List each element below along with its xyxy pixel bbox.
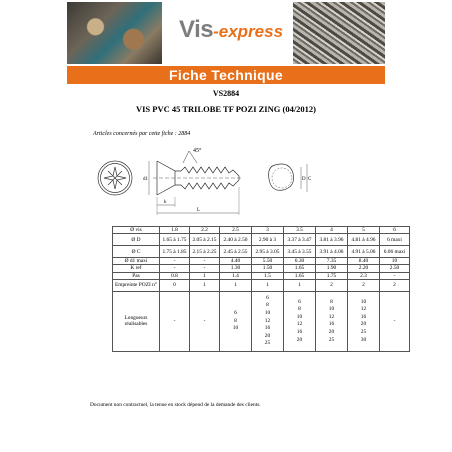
screw-technical-drawing bbox=[93, 143, 355, 223]
length-value: 8 bbox=[298, 306, 301, 313]
lengths-cell bbox=[316, 291, 348, 351]
table-cell: 4 bbox=[316, 227, 348, 234]
header-banner bbox=[67, 2, 385, 64]
length-value: 20 bbox=[296, 336, 303, 343]
length-value: 20 bbox=[328, 328, 335, 335]
table-cell: 1.4 bbox=[220, 272, 252, 279]
table-cell: 4.81 à 4.96 bbox=[348, 234, 380, 246]
screw-side-view bbox=[149, 151, 243, 215]
length-value: 10 bbox=[328, 306, 335, 313]
table-cell: 3.37 à 3.47 bbox=[284, 234, 316, 246]
product-title: VIS PVC 45 TRILOBE TF POZI ZING (04/2012) bbox=[135, 104, 317, 114]
table-cell: - bbox=[380, 272, 410, 279]
row-label: Longueurs réalisables bbox=[113, 291, 160, 351]
lengths-cell bbox=[284, 291, 316, 351]
row-label: Ø D bbox=[113, 234, 160, 246]
length-value: 6 bbox=[266, 294, 269, 301]
table-cell: 5.50 bbox=[252, 258, 284, 265]
table-cell: 1.50 bbox=[252, 265, 284, 272]
dim-l-label: L bbox=[197, 208, 201, 213]
length-value: - bbox=[203, 317, 206, 324]
length-value: 25 bbox=[328, 336, 335, 343]
angle-label: 45° bbox=[193, 148, 202, 154]
table-cell: 10 bbox=[380, 258, 410, 265]
lengths-cell bbox=[220, 291, 252, 351]
table-cell: 1.65 bbox=[284, 265, 316, 272]
table-cell: 3.81 à 3.96 bbox=[316, 234, 348, 246]
row-label: Empreinte POZI n° bbox=[113, 279, 160, 291]
table-cell: 2.3 bbox=[348, 272, 380, 279]
footnote: Document non contractuel, la tenue en stock dépend de la demande des clients. bbox=[90, 402, 261, 408]
pozi-head-view bbox=[98, 161, 132, 195]
table-cell: 3 bbox=[252, 227, 284, 234]
row-label: Ø vis bbox=[113, 227, 160, 234]
table-cell: 4.40 bbox=[220, 258, 252, 265]
length-value: 6 bbox=[298, 298, 301, 305]
length-value: 16 bbox=[328, 321, 335, 328]
table-cell: 7.35 bbox=[316, 258, 348, 265]
table-cell: 4.91 à 5.06 bbox=[348, 246, 380, 258]
table-cell: 2.90 à 3 bbox=[252, 234, 284, 246]
length-value: 16 bbox=[296, 328, 303, 335]
table-row-lengths bbox=[113, 291, 410, 351]
table-cell: 6.30 bbox=[284, 258, 316, 265]
table-cell: 6 bbox=[380, 227, 410, 234]
table-row bbox=[113, 279, 410, 291]
table-cell: 1.90 bbox=[316, 265, 348, 272]
table-cell: 2 bbox=[348, 279, 380, 291]
table-cell: 2.15 à 2.25 bbox=[190, 246, 220, 258]
table-cell: 6.06 maxi bbox=[380, 246, 410, 258]
length-value: 20 bbox=[264, 332, 271, 339]
table-cell: 3.45 à 3.55 bbox=[284, 246, 316, 258]
length-value: 12 bbox=[264, 317, 271, 324]
table-row bbox=[113, 265, 410, 272]
length-value: 8 bbox=[330, 298, 333, 305]
brand-logo bbox=[179, 16, 289, 50]
table-row bbox=[113, 272, 410, 279]
table-cell: 2.20 bbox=[348, 265, 380, 272]
length-value: - bbox=[393, 317, 396, 324]
table-cell: 1.65 bbox=[284, 272, 316, 279]
table-cell: 1.30 bbox=[220, 265, 252, 272]
length-value: 30 bbox=[360, 336, 367, 343]
spec-table bbox=[112, 226, 410, 352]
product-reference: VS2884 bbox=[212, 89, 240, 98]
table-cell: 1.5 bbox=[252, 272, 284, 279]
table-cell: - bbox=[190, 265, 220, 272]
row-label: Ø C bbox=[113, 246, 160, 258]
logo-suffix: -express bbox=[213, 22, 284, 41]
length-value: 8 bbox=[234, 317, 237, 324]
banner-photo-screws bbox=[293, 2, 385, 64]
table-cell: 2.5 bbox=[220, 227, 252, 234]
length-value: 10 bbox=[296, 313, 303, 320]
length-value: 6 bbox=[234, 309, 237, 316]
banner-photo-tools bbox=[67, 2, 162, 64]
table-cell: 2.45 à 2.55 bbox=[220, 246, 252, 258]
table-cell: 1 bbox=[190, 279, 220, 291]
table-cell: 3.91 à 4.06 bbox=[316, 246, 348, 258]
length-value: 16 bbox=[264, 325, 271, 332]
lengths-cell bbox=[252, 291, 284, 351]
length-value: 25 bbox=[360, 328, 367, 335]
table-cell: 6 maxi bbox=[380, 234, 410, 246]
table-cell: 1.75 à 1.85 bbox=[160, 246, 190, 258]
row-label: Pas bbox=[113, 272, 160, 279]
lengths-cell bbox=[160, 291, 190, 351]
dim-k-label: k bbox=[164, 200, 167, 205]
row-label: K ref bbox=[113, 265, 160, 272]
table-cell: 2.05 à 2.15 bbox=[190, 234, 220, 246]
row-label: Ø d1 maxi bbox=[113, 258, 160, 265]
table-row bbox=[113, 258, 410, 265]
dim-d1-label: d1 bbox=[143, 177, 148, 182]
table-cell: 0 bbox=[160, 279, 190, 291]
dim-d-label: D bbox=[302, 177, 306, 182]
table-cell: 5 bbox=[348, 227, 380, 234]
table-cell: 1.75 bbox=[316, 272, 348, 279]
table-cell: 2 bbox=[316, 279, 348, 291]
length-value: 10 bbox=[232, 325, 239, 332]
lengths-cell bbox=[380, 291, 410, 351]
table-cell: 1 bbox=[284, 279, 316, 291]
table-cell: - bbox=[160, 258, 190, 265]
length-value: 10 bbox=[360, 298, 367, 305]
length-value: - bbox=[173, 317, 176, 324]
table-cell: 1 bbox=[220, 279, 252, 291]
table-cell: 2 bbox=[380, 279, 410, 291]
table-cell: 2.40 à 2.50 bbox=[220, 234, 252, 246]
table-cell: 1 bbox=[252, 279, 284, 291]
table-cell: 1.65 à 1.75 bbox=[160, 234, 190, 246]
table-cell: - bbox=[190, 258, 220, 265]
table-cell: 8.40 bbox=[348, 258, 380, 265]
lengths-cell bbox=[348, 291, 380, 351]
table-cell: 3.5 bbox=[284, 227, 316, 234]
table-cell: 0.8 bbox=[160, 272, 190, 279]
table-cell: 2.2 bbox=[190, 227, 220, 234]
length-value: 12 bbox=[360, 306, 367, 313]
length-value: 20 bbox=[360, 321, 367, 328]
length-value: 25 bbox=[264, 340, 271, 347]
length-value: 8 bbox=[266, 302, 269, 309]
dim-c-label: C bbox=[308, 177, 312, 182]
length-value: 10 bbox=[264, 309, 271, 316]
table-row bbox=[113, 227, 410, 234]
table-row bbox=[113, 234, 410, 246]
table-cell: 2.95 à 3.05 bbox=[252, 246, 284, 258]
table-cell: 1 bbox=[190, 272, 220, 279]
length-value: 16 bbox=[360, 313, 367, 320]
table-cell: 1.8 bbox=[160, 227, 190, 234]
logo-name: Vis bbox=[179, 16, 214, 43]
concerned-articles: Articles concernés par cette fiche : 2884 bbox=[93, 131, 191, 137]
lengths-cell bbox=[190, 291, 220, 351]
table-cell: 2.50 bbox=[380, 265, 410, 272]
length-value: 12 bbox=[328, 313, 335, 320]
fiche-technique-bar: Fiche Technique bbox=[67, 66, 385, 84]
length-value: 12 bbox=[296, 321, 303, 328]
table-row bbox=[113, 246, 410, 258]
table-cell: - bbox=[160, 265, 190, 272]
